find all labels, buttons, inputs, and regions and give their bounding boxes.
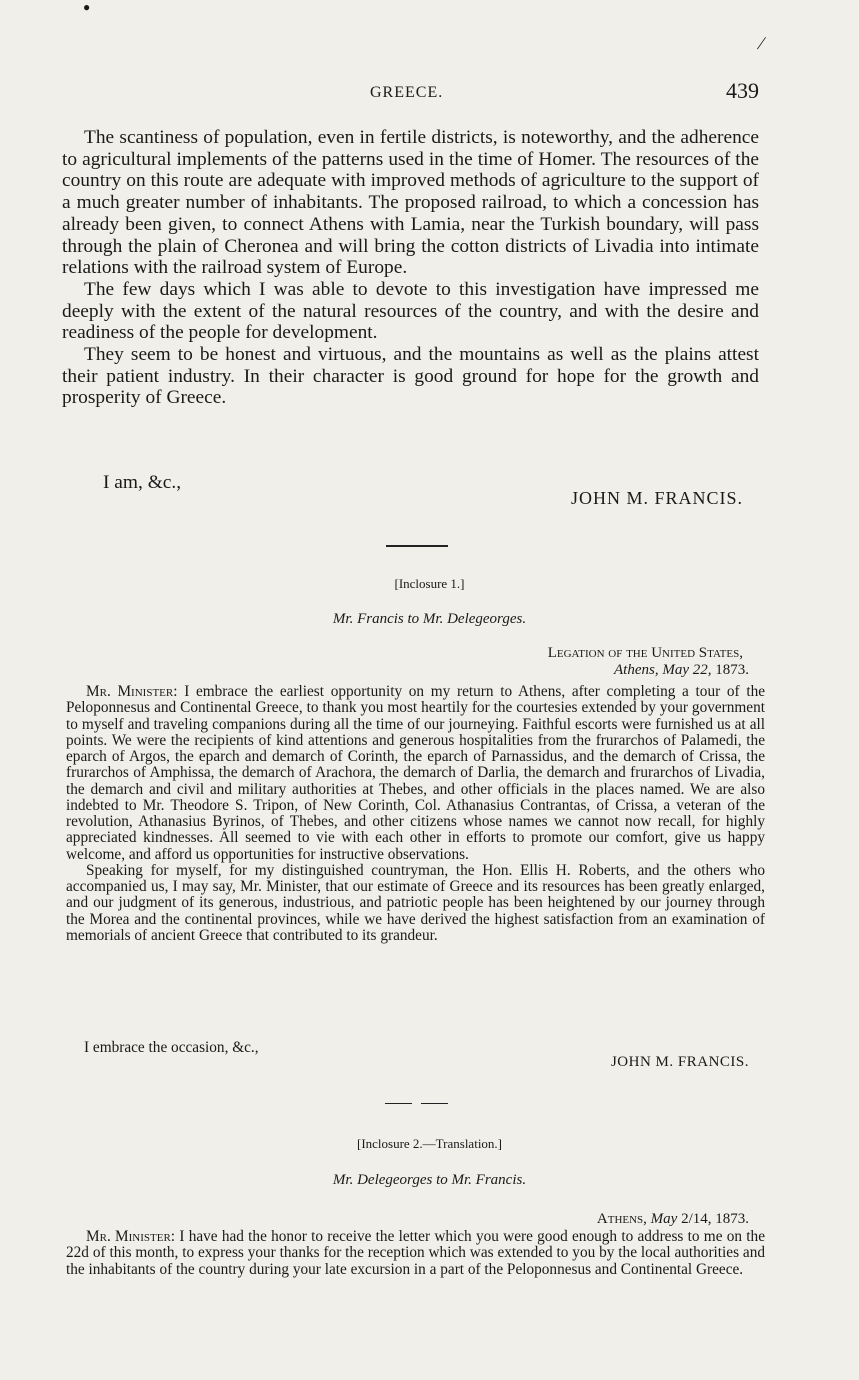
print-mark: | (755, 34, 769, 51)
date-place: Athens, (614, 662, 659, 678)
inclosure-2-label: [Inclosure 2.—Translation.] (356, 1136, 503, 1151)
section-divider (386, 545, 448, 547)
date-day: May 22, (662, 662, 712, 678)
inclosure-2-date (597, 1211, 749, 1228)
main-paragraph: The scantiness of population, even in fertile districts, is noteworthy, and the adherence to agricultural implements of the patterns used in the time of Homer. The resources of the country on this route are adequate with improved methods of agriculture to the support of a much greater number of inhabitants. The proposed railroad, to which a concession has already been given, to connect Athens with Lamia, near the Turkish boundary, will pass through the plain of Cheronea and will bring the cotton districts of Livadia into intimate relations with the railroad system of Europe. (62, 127, 759, 279)
inclosure-1-label: [Inclosure 1.] (394, 576, 465, 591)
paragraph-text: I embrace the earliest opportunity on my return to Athens, after completing a tour of the Peloponnesus and Continental Greece, to thank you most heartily for the courtesies extended by your government to myself and traveling companions during all the time of our journeying. Faithful escorts were furnished us at all points. We were the recipients of kind attentions and generous hospitalities from the frurarchos of Palamedi, the eparch of Argos, the eparch and demarch of Corinth, the eparch of Parnassidus, and the demarch of Crissa, the frurarchos of Amphissa, the demarch of Arachora, the demarch of Darlia, the demarch and frurarchos of Livadia, the demarch and civil and military authorities at Thebes, and other officials in the places named. We are also indebted to Mr. Theodore S. Tripon, of New Corinth, Col. Athanasius Contrantas, of Crissa, a veteran of the revolution, Athanasius Byrinos, of Thebes, and other citizens whose names we cannot now recall, for highly appreciated kindnesses. All seemed to vie with each other in efforts to promote our comfort, give us happy welcome, and afford us opportunities for instructive observations. (66, 683, 766, 863)
salutation: Mr. Minister: (86, 1228, 176, 1245)
date-day: 2/14, (681, 1211, 712, 1227)
date-year: 1873. (715, 1211, 749, 1227)
inclosure-1-body (66, 684, 765, 944)
running-title: GREECE. (370, 84, 444, 101)
print-speck: ● (83, 0, 91, 14)
inclosure-1-place (548, 645, 743, 662)
main-paragraph: They seem to be honest and virtuous, and the mountains as well as the plains attest their patient industry. In their character is good ground for hope for the growth and prosperity of Greece. (62, 344, 759, 409)
date-month: May (650, 1211, 678, 1227)
inclosure-paragraph (66, 684, 765, 863)
inclosure-1-signature: JOHN M. FRANCIS. (610, 1054, 749, 1070)
place-line: Legation of the United States, (547, 645, 743, 661)
main-letter-body (62, 127, 759, 409)
main-signature: JOHN M. FRANCIS. (570, 488, 743, 508)
inclosure-2-heading: Mr. Delegeorges to Mr. Francis. (332, 1172, 527, 1188)
section-divider (421, 1103, 448, 1104)
section-divider (385, 1103, 412, 1104)
paragraph-text: I have had the honor to receive the letter which you were good enough to address to me on the 22d of this month, to express your thanks for the reception which was extended to you by the local authorities and the inhabitants of the country during your late excursion in a part of the Peloponnesus and Continental Greece. (66, 1228, 765, 1278)
salutation: Mr. Minister: (86, 683, 178, 700)
inclosure-2-body (66, 1229, 765, 1278)
inclosure-1-closing: I embrace the occasion, &c., (84, 1039, 259, 1056)
main-paragraph: The few days which I was able to devote to this investigation have impressed me deeply with the extent of the natural resources of the country, and with the desire and readiness of the people for development. (62, 278, 759, 344)
inclosure-paragraph (66, 1229, 765, 1278)
main-closing: I am, &c., (103, 472, 182, 493)
date-year: 1873. (715, 662, 749, 678)
running-head (0, 78, 859, 108)
inclosure-1-date (614, 662, 749, 679)
inclosure-paragraph: Speaking for myself, for my distinguished countryman, the Hon. Ellis H. Roberts, and the others who accompanied us, I may say, Mr. Minister, that our estimate of Greece and its resources has been greatly enlarged, and our judgment of its generous, industrious, and patriotic people has been heightened by our journey through the Morea and the continental provinces, while we have derived the highest satisfaction from an examination of memorials of ancient Greece that contributed to its grandeur. (66, 861, 765, 944)
page-number: 439 (726, 78, 759, 103)
inclosure-1-heading: Mr. Francis to Mr. Delegeorges. (332, 611, 527, 627)
date-place: Athens, (596, 1211, 647, 1227)
